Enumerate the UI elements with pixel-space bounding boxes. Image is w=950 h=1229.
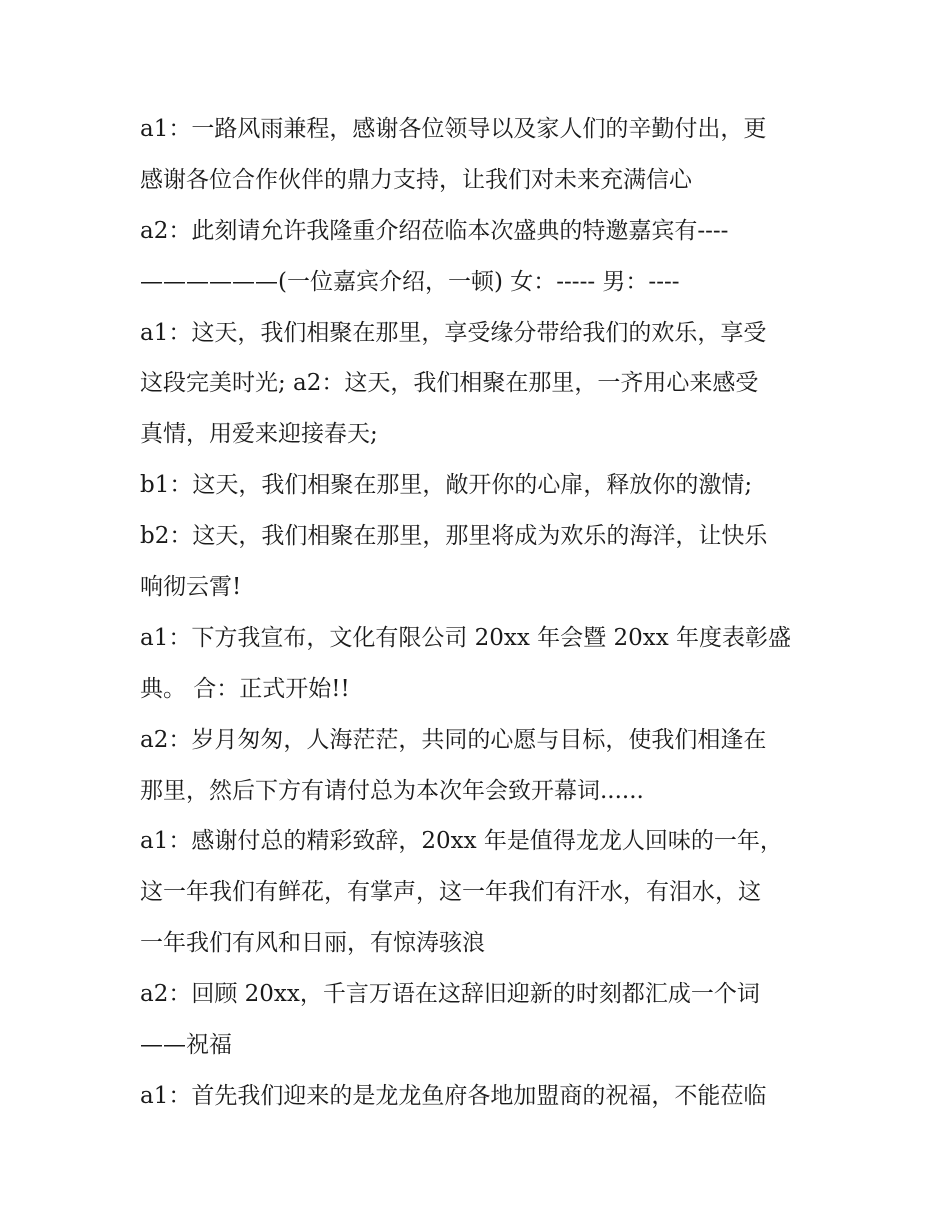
text-line: ——————(一位嘉宾介绍，一顿) 女：----- 男：---- [140, 268, 680, 295]
text-line: ——祝福 [140, 1032, 232, 1059]
text-line: 典。 合：正式开始!! [140, 675, 350, 702]
document-body [140, 104, 812, 1122]
text-line: a1：一路风雨兼程，感谢各位领导以及家人们的辛勤付出，更 [140, 116, 767, 142]
text-line: 那里，然后下方有请付总为本次年会致开幕词...... [140, 777, 644, 804]
text-line: 一年我们有风和日丽，有惊涛骇浪 [140, 930, 485, 957]
text-line: b2：这天，我们相聚在那里，那里将成为欢乐的海洋，让快乐 [140, 523, 768, 550]
text-line: 真情，用爱来迎接春天; [140, 421, 378, 448]
text-line: 这段完美时光; a2：这天，我们相聚在那里，一齐用心来感受 [140, 370, 759, 397]
text-line: a1：这天，我们相聚在那里，享受缘分带给我们的欢乐，享受 [140, 319, 767, 346]
text-line: a1：感谢付总的精彩致辞，20xx 年是值得龙龙人回味的一年， [140, 828, 783, 855]
text-line: 这一年我们有鲜花，有掌声，这一年我们有汗水，有泪水，这 [140, 879, 761, 906]
text-line: a1：首先我们迎来的是龙龙鱼府各地加盟商的祝福，不能莅临 [140, 1082, 767, 1109]
text-line: a2：岁月匆匆，人海茫茫，共同的心愿与目标，使我们相逢在 [140, 726, 767, 753]
text-line: a2：此刻请允许我隆重介绍莅临本次盛典的特邀嘉宾有---- [140, 217, 729, 244]
text-line: b1：这天，我们相聚在那里，敞开你的心扉，释放你的激情; [140, 472, 753, 499]
text-line: 响彻云霄! [140, 574, 242, 601]
text-line: a1：下方我宣布，文化有限公司 20xx 年会暨 20xx 年度表彰盛 [140, 624, 792, 651]
text-line: 感谢各位合作伙伴的鼎力支持，让我们对未来充满信心 [140, 166, 692, 193]
text-line: a2：回顾 20xx，千言万语在这辞旧迎新的时刻都汇成一个词 [140, 981, 760, 1008]
